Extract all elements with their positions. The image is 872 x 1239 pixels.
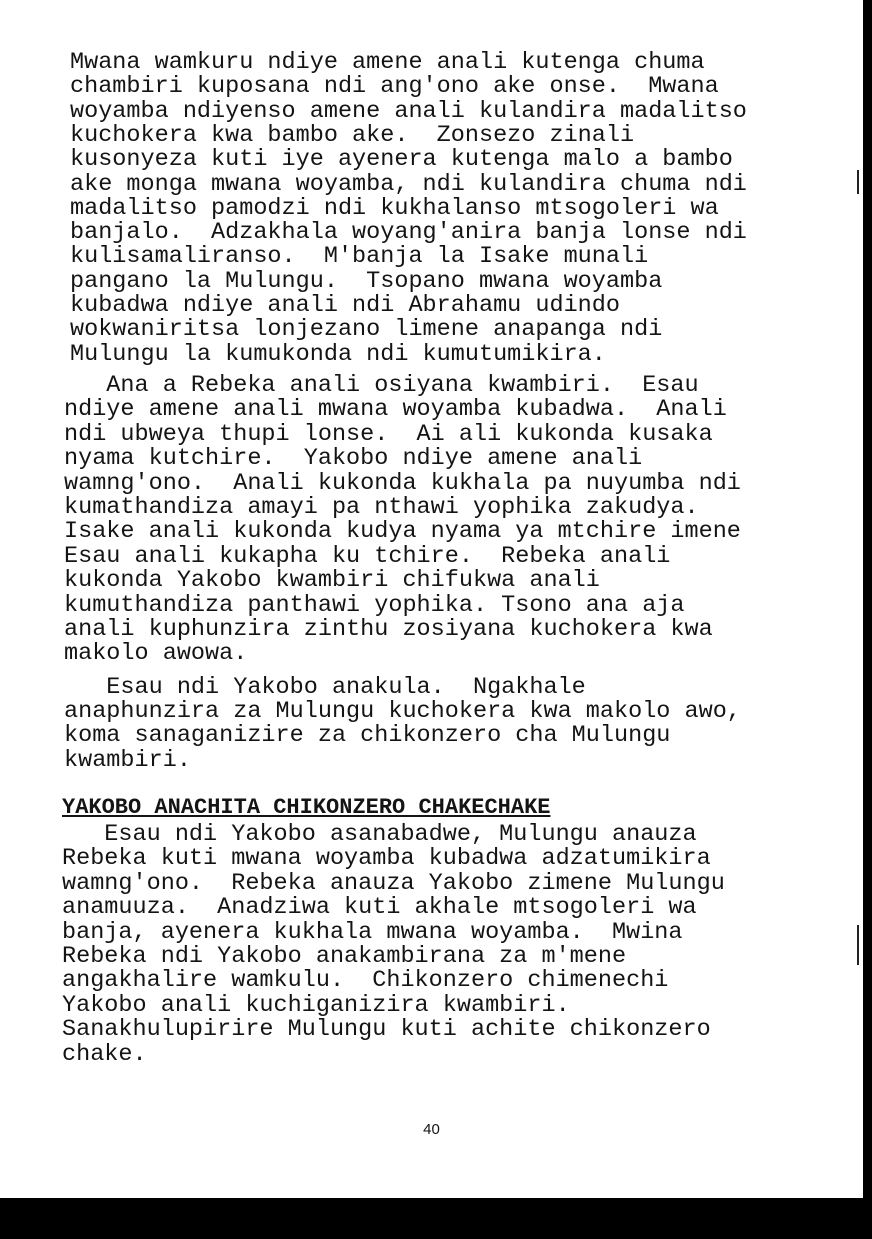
text-line: kumuthandiza panthawi yophika. Tsono ana aja (64, 591, 685, 619)
text-line: Rebeka ndi Yakobo anakambirana za m'mene (62, 943, 627, 970)
section-heading: YAKOBO ANACHITA CHIKONZERO CHAKECHAKE (62, 795, 551, 820)
text-line: ake monga mwana woyamba, ndi kulandira chuma ndi (70, 170, 747, 198)
text-line: chake. (62, 1040, 147, 1068)
text-line: kwambiri. (64, 746, 191, 774)
text-line: wokwaniritsa lonjezano limene anapanga ndi (70, 316, 663, 344)
text-line: Yakobo anali kuchiganizira kwambiri. (62, 991, 570, 1019)
text-line: Esau ndi Yakobo anakula. Ngakhale (64, 674, 586, 701)
text-line: Sanakhulupirire Mulungu kuti achite chikonzero (62, 1016, 711, 1044)
text-line: Esau anali kukapha ku tchire. Rebeka anali (64, 542, 671, 570)
page-number: 40 (423, 1121, 440, 1138)
text-line: kusonyeza kuti iye ayenera kutenga malo a bambo (70, 146, 733, 174)
text-line: madalitso pamodzi ndi kukhalanso mtsogoleri wa (70, 194, 719, 222)
text-line: ndiye amene anali mwana woyamba kubadwa. Anali (64, 396, 727, 424)
text-line: wamng'ono. Rebeka anauza Yakobo zimene Mulungu (62, 869, 725, 897)
text-line: anali kuphunzira zinthu zosiyana kuchokera kwa (64, 616, 713, 643)
text-line: chambiri kuposana ndi ang'ono ake onse. Mwana (70, 73, 719, 101)
text-line: banjalo. Adzakhala woyang'anira banja lonse ndi (70, 219, 747, 247)
text-line: ndi ubweya thupi lonse. Ai ali kukonda kusaka (64, 420, 713, 448)
text-line: koma sanaganizire za chikonzero cha Mulungu (64, 722, 671, 750)
margin-scan-mark (857, 925, 859, 965)
text-line: kumathandiza amayi pa nthawi yophika zakudya. (64, 494, 699, 521)
text-line: Esau ndi Yakobo asanabadwe, Mulungu anauza (62, 821, 697, 848)
text-line: nyama kutchire. Yakobo ndiye amene anali (64, 445, 643, 473)
text-line: banja, ayenera kukhala mwana woyamba. Mwina (62, 918, 683, 946)
text-line: Mulungu la kumukonda ndi kumutumikira. (70, 340, 606, 368)
text-line: kulisamaliranso. M'banja la Isake munali (70, 243, 649, 271)
text-line: Isake anali kukonda kudya nyama ya mtchire imene (64, 518, 741, 546)
text-line: anamuuza. Anadziwa kuti akhale mtsogoleri wa (62, 894, 697, 922)
text-line: woyamba ndiyenso amene anali kulandira madalitso (70, 97, 747, 125)
text-line: anaphunzira za Mulungu kuchokera kwa makolo awo, (64, 698, 741, 726)
text-line: Rebeka kuti mwana woyamba kubadwa adzatumikira (62, 845, 711, 873)
text-line: angakhalire wamkulu. Chikonzero chimenechi (62, 967, 669, 995)
text-line: kubadwa ndiye anali ndi Abrahamu udindo (70, 292, 620, 319)
text-line: makolo awowa. (64, 640, 248, 668)
text-line: Mwana wamkuru ndiye amene anali kutenga chuma (70, 49, 705, 76)
text-line: Ana a Rebeka anali osiyana kwambiri. Esau (64, 372, 699, 399)
text-line: wamng'ono. Anali kukonda kukhala pa nuyumba ndi (64, 469, 741, 497)
text-line: pangano la Mulungu. Tsopano mwana woyamba (70, 267, 663, 295)
text-line: kuchokera kwa bambo ake. Zonsezo zinali (70, 121, 635, 149)
margin-scan-mark (857, 170, 859, 194)
text-line: kukonda Yakobo kwambiri chifukwa anali (64, 567, 600, 595)
